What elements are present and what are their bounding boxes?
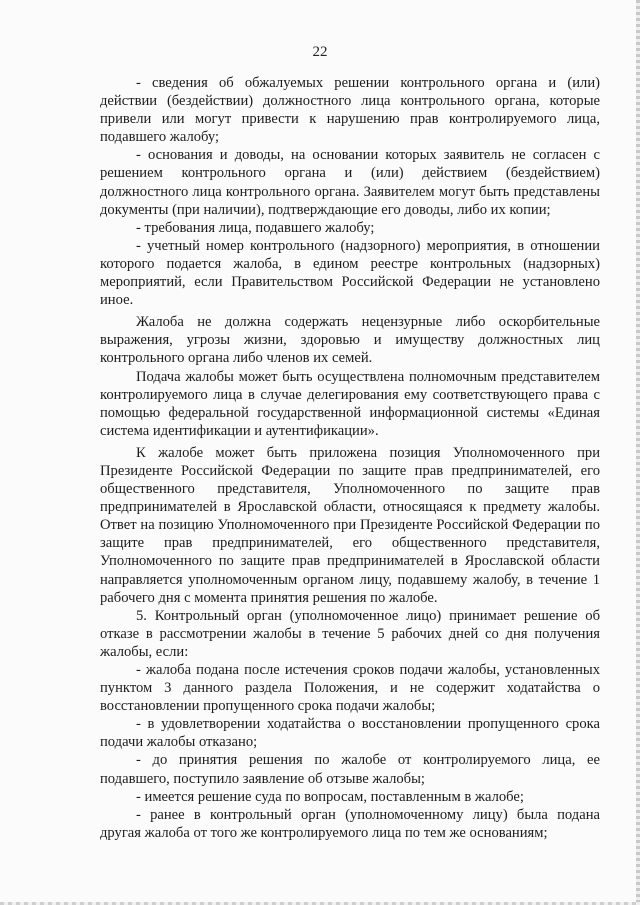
paragraph-deadline-missed: - жалоба подана после истечения сроков подачи жалобы, установленных пунктом 3 данного раздела Положения, и не содержит ходатайства о восстановлении пропущенного срока подачи жалобы;	[100, 662, 600, 715]
paragraph-registry-number: - учетный номер контрольного (надзорного) мероприятия, в отношении которого подается жалоба, в едином реестре контрольных (надзорных) мероприятий, если Правительством Российской Федерации не установлено иное.	[100, 237, 600, 309]
scan-edge-right	[636, 0, 640, 905]
paragraph-complaint-info: - сведения об обжалуемых решении контрольного органа и (или) действии (бездействии) должностного лица контрольного органа, которые привели или могут привести к нарушению прав контролируемого лица, подавшего жалобу;	[100, 75, 600, 146]
paragraph-court-decision: - имеется решение суда по вопросам, поставленным в жалобе;	[136, 788, 524, 805]
paragraph-ombudsman-position: К жалобе может быть приложена позиция Уполномоченного при Президенте Российской Федерации по защите прав предпринимателей, его общественного представителя, Уполномоченного по защите прав предпринимателей в Ярославской области, относящаяся к предмету жалобы. Ответ на позицию Уполномоченного при Президенте Российской Федерации по защите прав предпринимателей, его общественного представителя, Уполномоченного по защите прав предпринимателей в Ярославской области направляется уполномоченным органом лицу, подавшему жалобу, в течение 1 рабочего дня с момента принятия решения по жалобе.	[100, 444, 600, 606]
paragraph-representative: Подача жалобы может быть осуществлена полномочным представителем контролируемого лица в случае делегирования ему соответствующего права с помощью федеральной государственной информационной системы «Единая система идентификации и аутентификации».	[100, 368, 600, 439]
document-body	[100, 74, 600, 842]
page-number: 22	[312, 44, 328, 60]
paragraph-requirements: - требования лица, подавшего жалобу;	[136, 219, 375, 236]
paragraph-no-obscenity: Жалоба не должна содержать нецензурные либо оскорбительные выражения, угрозы жизни, здоровью и имуществу должностных лиц контрольного органа либо членов их семей.	[100, 314, 600, 367]
paragraph-withdrawal: - до принятия решения по жалобе от контролируемого лица, ее подавшего, поступило заявление об отзыве жалобы;	[100, 752, 600, 787]
paragraph-duplicate-complaint: - ранее в контрольный орган (уполномоченному лицу) была подана другая жалоба от того же контролируемого лица по тем же основаниям;	[100, 806, 600, 841]
paragraph-refusal-grounds: 5. Контрольный орган (уполномоченное лицо) принимает решение об отказе в рассмотрении жалобы в течение 5 рабочих дней со дня получения жалобы, если:	[100, 607, 600, 660]
paragraph-grounds: - основания и доводы, на основании которых заявитель не согласен с решением контрольного органа и (или) действием (бездействием) должностного лица контрольного органа. Заявителем могут быть представлены документы (при наличии), подтверждающие его доводы, либо их копии;	[100, 147, 600, 218]
paragraph-restoration-denied: - в удовлетворении ходатайства о восстановлении пропущенного срока подачи жалобы отказано;	[100, 716, 600, 751]
